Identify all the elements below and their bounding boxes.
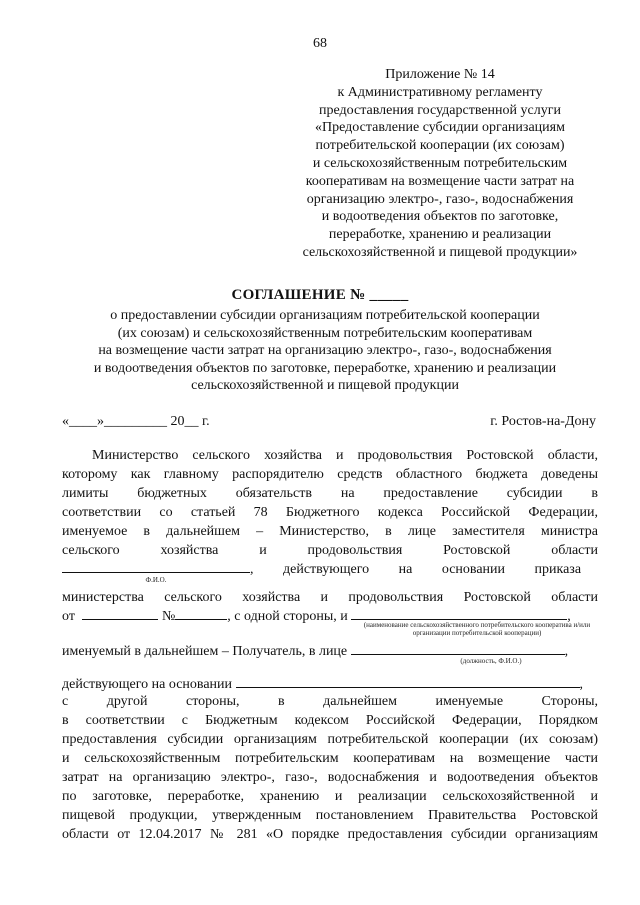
body-line: именуемое в дальнейшем – Министерство, в лице заместителя министра [62,524,598,539]
fio-blank [62,560,250,573]
body-line: пищевой продукции, утвержденным постановлением Правительства Ростовской [62,808,598,823]
subtitle-line: о предоставлении субсидии организациям потребительской кооперации [110,308,540,323]
appendix-line: потребительской кооперации (их союзам) [315,138,565,154]
body-line: министерства сельского хозяйства и продовольствия Ростовской области [62,590,598,605]
appendix-line: «Предоставление субсидии организациям [315,120,565,136]
date-field: «____»_________ 20__ г. [62,414,210,429]
basis-text: действующего на основании [62,677,233,692]
position-caption: (должность, Ф.И.О.) [460,657,522,665]
agreement-subtitle [60,307,590,395]
organization-blank [351,607,567,620]
order-date-blank [82,607,158,620]
body-line: области от 12.04.2017 № 281 «О порядке предоставления субсидии организациям [62,827,598,842]
subtitle-line: на возмещение части затрат на организацию электро-, газо-, водоснабжения [98,343,552,359]
organization-caption: (наименование сельскохозяйственного потребительского кооператива и/или организации потребительской кооперации) [363,621,591,637]
appendix-line: и водоотведения объектов по заготовке, [321,209,559,225]
appendix-line: организацию электро-, газо-, водоснабжения [306,191,574,207]
city-label: г. Ростов-на-Дону [490,414,596,429]
agreement-title: СОГЛАШЕНИЕ № _____ [231,287,409,303]
appendix-line: к Административному регламенту [337,84,543,100]
basis-blank [236,675,580,688]
fio-caption: Ф.И.О. [145,576,167,584]
appendix-line: и сельскохозяйственным потребительским [312,155,568,171]
body-line: Министерство сельского хозяйства и продовольствия Ростовской области, [92,448,598,463]
body-line: с другой стороны, в дальнейшем именуемые Стороны, [62,694,598,709]
acting-text: , действующего на основании приказа [250,562,582,577]
appendix-line: предоставления государственной услуги [319,102,561,118]
appendix-header [282,66,598,262]
appendix-line: Приложение № 14 [385,67,495,82]
body-line: и сельскохозяйственным потребительским кооперативам на возмещение части [62,751,598,766]
body-line-basis: действующего на основании , [62,677,584,692]
body-line: затрат на организацию электро-, газо-, водоснабжения и водоотведения объектов [62,770,598,785]
body-line-order: от № , с одной стороны, и , [62,609,571,624]
subtitle-line: и водоотведения объектов по заготовке, переработке, хранению и реализации [93,360,557,376]
from-text: от [62,609,75,624]
body-line: сельского хозяйства и продовольствия Ростовской области [62,543,598,558]
side-text: , с одной стороны, и [227,609,348,624]
body-line: которому как главному распорядителю средств областного бюджета доведены [62,467,598,482]
order-number-blank [175,607,227,620]
recipient-text: именуемый в дальнейшем – Получатель, в лице [62,644,348,659]
position-blank [351,642,565,655]
number-text: № [161,609,176,624]
appendix-line: кооперативам на возмещение части затрат на [305,173,575,189]
appendix-line: сельскохозяйственной и пищевой продукции» [302,244,578,260]
appendix-line: переработке, хранению и реализации [328,227,552,243]
subtitle-line: сельскохозяйственной и пищевой продукции [191,378,459,394]
page-number: 68 [313,36,327,51]
body-line: по заготовке, переработке, хранению и реализации сельскохозяйственной и [62,789,598,804]
subtitle-line: (их союзам) и сельскохозяйственным потребительским кооперативам [117,325,533,341]
body-line: предоставления субсидии организациям потребительской кооперации (их союзам) [62,732,598,747]
body-line: соответствии со статьей 78 Бюджетного кодекса Российской Федерации, [62,505,598,520]
body-line: в соответствии с Бюджетным кодексом Российской Федерации, Порядком [62,713,598,728]
body-line-recipient: именуемый в дальнейшем – Получатель, в лице , [62,644,569,659]
body-line: лимиты бюджетных обязательств на предоставление субсидии в [62,486,598,501]
